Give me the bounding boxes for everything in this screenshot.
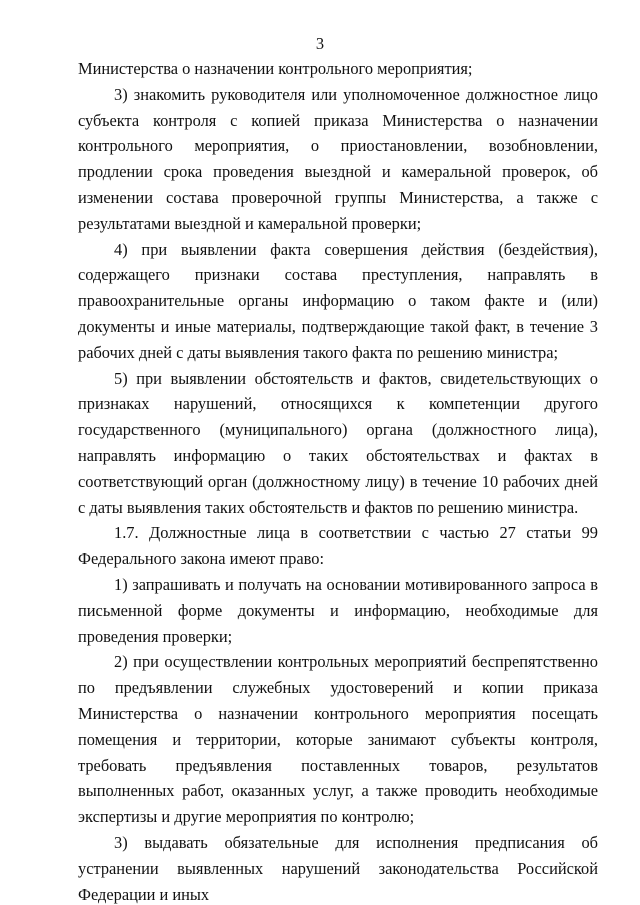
- paragraph-continuation: Министерства о назначении контрольного мероприятия;: [78, 59, 473, 78]
- paragraph-right-1: 1) запрашивать и получать на основании мотивированного запроса в письменной форме документы и информацию, необходимые для проведения проверки;: [78, 574, 598, 646]
- paragraph-item-3: 3) знакомить руководителя или уполномоченное должностное лицо субъекта контроля с копией приказа Министерства о назначении контрольного мероприятия, о приостановлении, возобновлении, продлении срока проведения выездной и камеральной проверок, об изменении состава проверочной группы Министерства, а также с результатами выездной и камеральной проверки;: [78, 84, 598, 233]
- page-number: 3: [315, 34, 325, 53]
- paragraph-item-4: 4) при выявлении факта совершения действия (бездействия), содержащего признаки состава преступления, направлять в правоохранительные органы информацию о таком факте и (или) документы и иные материалы, подтверждающие такой факт, в течение 3 рабочих дней с даты выявления такого факта по решению министра;: [78, 239, 598, 362]
- paragraph-right-3: 3) выдавать обязательные для исполнения предписания об устранении выявленных нарушений законодательства Российской Федерации и иных: [78, 832, 598, 904]
- paragraph-right-2: 2) при осуществлении контрольных мероприятий беспрепятственно по предъявлении служебных удостоверений и копии приказа Министерства о назначении контрольного мероприятия посещать помещения и территории, которые занимают субъекты контроля, требовать предъявления поставленных товаров, результатов выполненных работ, оказанных услуг, а также проводить необходимые экспертизы и другие мероприятия по контролю;: [78, 652, 598, 827]
- document-body: [78, 56, 598, 905]
- paragraph-item-5: 5) при выявлении обстоятельств и фактов, свидетельствующих о признаках нарушений, относящихся к компетенции другого государственного (муниципального) органа (должностного лица), направлять информацию о таких обстоятельствах и фактах в соответствующий орган (должностному лицу) в течение 10 рабочих дней с даты выявления таких обстоятельств и фактов по решению министра.: [78, 368, 598, 517]
- paragraph-section-1-7: 1.7. Должностные лица в соответствии с частью 27 статьи 99 Федерального закона имеют право:: [78, 523, 598, 569]
